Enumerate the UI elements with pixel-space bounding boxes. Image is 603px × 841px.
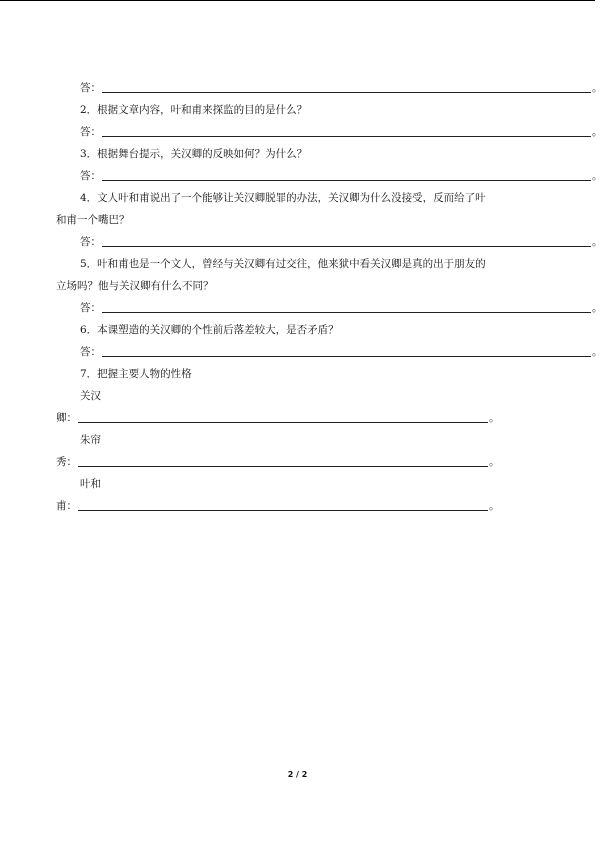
answer-period: 。 [592, 302, 603, 314]
answer-blank[interactable] [102, 312, 591, 313]
answer-blank[interactable] [102, 136, 591, 137]
answer-period: 。 [592, 82, 603, 94]
question-6: 6．本课塑造的关汉卿的个性前后落差较大，是否矛盾？ [80, 324, 339, 336]
answer-label: 答： [80, 82, 101, 94]
answer-line-2 [80, 125, 603, 139]
answer-label: 答： [80, 236, 101, 248]
answer-period: 。 [489, 412, 500, 424]
answer-blank[interactable] [78, 422, 488, 423]
answer-period: 。 [592, 126, 603, 138]
page-top-rule [0, 0, 595, 1]
answer-period: 。 [489, 456, 500, 468]
answer-blank[interactable] [78, 466, 488, 467]
answer-period: 。 [592, 236, 603, 248]
answer-label: 答： [80, 302, 101, 314]
character-name-ye-he: 叶和 [80, 478, 101, 490]
answer-blank[interactable] [102, 180, 591, 181]
character-answer-guan-hanqing [56, 411, 501, 425]
question-5: 5．叶和甫也是一个文人，曾经与关汉卿有过交往，他来狱中看关汉卿是真的出于朋友的 [80, 258, 486, 270]
question-2: 2．根据文章内容，叶和甫来探监的目的是什么？ [80, 104, 308, 116]
question-3: 3．根据舞台提示，关汉卿的反映如何？为什么？ [80, 148, 308, 160]
answer-line-4 [80, 235, 603, 249]
answer-period: 。 [592, 346, 603, 358]
answer-label: 答： [80, 170, 101, 182]
answer-period: 。 [489, 500, 500, 512]
character-answer-zhu-lianxiu [56, 455, 501, 469]
question-7: 7．把握主要人物的性格 [80, 368, 192, 380]
answer-label: 甫： [56, 500, 77, 512]
answer-blank[interactable] [78, 510, 488, 511]
character-name-zhu-lian: 朱帘 [80, 434, 101, 446]
question-4: 4．文人叶和甫说出了一个能够让关汉卿脱罪的办法，关汉卿为什么没接受，反而给了叶 [80, 192, 486, 204]
answer-label: 答： [80, 346, 101, 358]
answer-label: 答： [80, 126, 101, 138]
answer-blank[interactable] [102, 92, 591, 93]
answer-period: 。 [592, 170, 603, 182]
answer-line-5 [80, 301, 603, 315]
page-number: 2 / 2 [287, 770, 308, 779]
question-5-continued: 立场吗？他与关汉卿有什么不同？ [56, 280, 214, 292]
question-4-continued: 和甫一个嘴巴？ [56, 214, 130, 226]
answer-line-1 [80, 81, 603, 95]
answer-blank[interactable] [102, 246, 591, 247]
answer-line-3 [80, 169, 603, 183]
character-answer-ye-hefu [56, 499, 501, 513]
answer-label: 卿： [56, 412, 77, 424]
answer-blank[interactable] [102, 356, 591, 357]
answer-label: 秀： [56, 456, 77, 468]
character-name-guan-han: 关汉 [80, 390, 101, 402]
answer-line-6 [80, 345, 603, 359]
